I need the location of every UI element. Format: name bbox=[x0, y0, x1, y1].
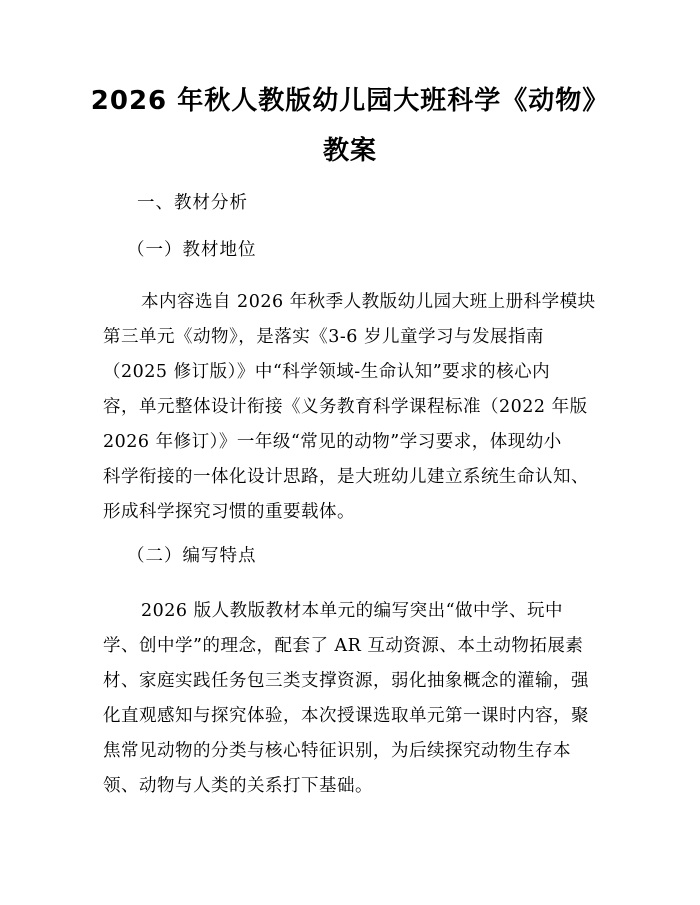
document-title: 2026 年秋人教版幼儿园大班科学《动物》教案 bbox=[90, 86, 610, 166]
paragraph-line: 材、家庭实践任务包三类支撑资源，弱化抽象概念的灌输，强 bbox=[103, 671, 589, 691]
paragraph-line: 焦常见动物的分类与核心特征识别，为后续探究动物生存本 bbox=[103, 741, 571, 761]
paragraph-line: 领、动物与人类的关系打下基础。 bbox=[103, 776, 373, 796]
paragraph-line: 第三单元《动物》，是落实《3-6 岁儿童学习与发展指南 bbox=[103, 327, 544, 347]
paragraph-line: 化直观感知与探究体验，本次授课选取单元第一课时内容，聚 bbox=[103, 706, 589, 726]
paragraph-line: 2026 年修订）》一年级“常见的动物”学习要求，体现幼小 bbox=[103, 432, 562, 452]
paragraph-line: （2025 修订版）》中“科学领域-生命认知”要求的核心内 bbox=[103, 362, 551, 382]
subsection-heading-material-position: （一）教材地位 bbox=[127, 240, 257, 260]
paragraph-line: 形成科学探究习惯的重要载体。 bbox=[103, 502, 355, 522]
paragraph-line: 容，单元整体设计衔接《义务教育科学课程标准（2022 年版 bbox=[103, 397, 588, 417]
paragraph-line: 本内容选自 2026 年秋季人教版幼儿园大班上册科学模块 bbox=[141, 292, 596, 312]
paragraph-material-position bbox=[103, 285, 603, 530]
section-heading-teaching-material-analysis: 一、教材分析 bbox=[137, 193, 248, 213]
paragraph-line: 科学衔接的一体化设计思路，是大班幼儿建立系统生命认知、 bbox=[103, 467, 589, 487]
paragraph-line: 学、创中学”的理念，配套了 AR 互动资源、本土动物拓展素 bbox=[103, 636, 584, 656]
paragraph-writing-features bbox=[103, 594, 603, 804]
paragraph-line: 2026 版人教版教材本单元的编写突出“做中学、玩中 bbox=[141, 601, 564, 621]
subsection-heading-writing-features: （二）编写特点 bbox=[127, 546, 257, 566]
